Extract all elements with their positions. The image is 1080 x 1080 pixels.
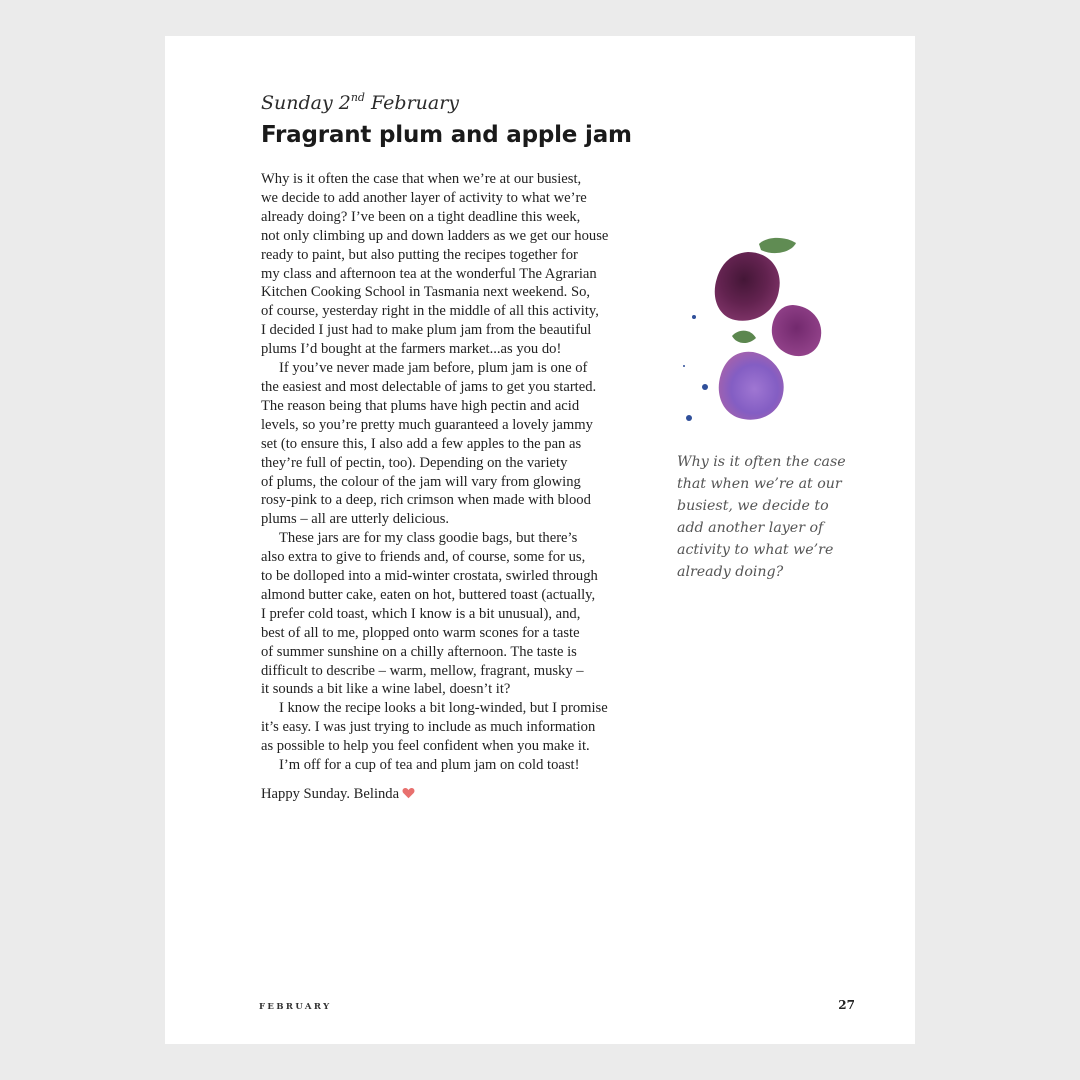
- body-line: I know the recipe looks a bit long-winded, but I promise: [279, 700, 608, 717]
- pull-quote-line: busiest, we decide to: [677, 498, 829, 514]
- pull-quote-line: activity to what we’re: [677, 542, 834, 558]
- date-month: February: [364, 92, 460, 114]
- body-line: it’s easy. I was just trying to include as much information: [261, 719, 596, 736]
- date-ordinal: nd: [350, 91, 365, 104]
- body-line: The reason being that plums have high pectin and acid: [261, 397, 580, 414]
- recipe-title: Fragrant plum and apple jam: [261, 122, 632, 148]
- pull-quote-line: add another layer of: [677, 520, 824, 536]
- body-line: the easiest and most delectable of jams to get you started.: [261, 378, 597, 395]
- date-day: Sunday 2: [261, 92, 351, 114]
- body-line: of plums, the colour of the jam will vary from glowing: [261, 473, 581, 490]
- pull-quote-line: that when we’re at our: [677, 476, 842, 492]
- body-line: best of all to me, plopped onto warm scones for a taste: [261, 624, 580, 641]
- body-line: already doing? I’ve been on a tight deadline this week,: [261, 208, 581, 225]
- date-heading: [261, 92, 459, 114]
- body-line: they’re full of pectin, too). Depending on the variety: [261, 454, 568, 471]
- body-line: as possible to help you feel confident when you make it.: [261, 738, 590, 755]
- body-line: plums I’d bought at the farmers market...as you do!: [261, 341, 562, 358]
- leaf-top: [759, 238, 796, 253]
- body-line: I’m off for a cup of tea and plum jam on cold toast!: [279, 757, 580, 774]
- plum-mid: [772, 305, 821, 356]
- body-line: we decide to add another layer of activity to what we’re: [261, 189, 587, 206]
- body-text: [261, 170, 661, 775]
- signoff: [261, 786, 415, 804]
- plum-dark: [715, 252, 780, 321]
- body-line: my class and afternoon tea at the wonderful The Agrarian: [261, 265, 597, 282]
- plum-light: [719, 352, 784, 420]
- body-line: If you’ve never made jam before, plum jam is one of: [279, 360, 588, 377]
- body-line: levels, so you’re pretty much guaranteed a lovely jammy: [261, 416, 593, 433]
- page-number: 27: [838, 998, 855, 1012]
- body-line: ready to paint, but also putting the recipes together for: [261, 246, 578, 263]
- body-line: plums – all are utterly delicious.: [261, 511, 450, 528]
- heart-icon: [402, 787, 415, 804]
- body-line: I decided I just had to make plum jam from the beautiful: [261, 322, 592, 339]
- pull-quote-line: Why is it often the case: [677, 454, 846, 470]
- paint-dot: [692, 315, 696, 319]
- body-line: Kitchen Cooking School in Tasmania next weekend. So,: [261, 284, 591, 301]
- body-line: to be dolloped into a mid-winter crostata, swirled through: [261, 568, 598, 585]
- book-page: [165, 36, 915, 1044]
- body-line: of summer sunshine on a chilly afternoon. The taste is: [261, 643, 577, 660]
- paint-dot: [683, 365, 685, 367]
- paint-dot: [686, 415, 692, 421]
- leaf-small: [732, 331, 756, 343]
- paint-dot: [702, 384, 708, 390]
- signoff-text: Happy Sunday. Belinda: [261, 786, 400, 802]
- body-line: set (to ensure this, I also add a few apples to the pan as: [261, 435, 582, 452]
- body-line: difficult to describe – warm, mellow, fragrant, musky –: [261, 662, 584, 679]
- body-line: of course, yesterday right in the middle of all this activity,: [261, 303, 599, 320]
- body-line: These jars are for my class goodie bags, but there’s: [279, 530, 578, 547]
- body-line: Why is it often the case that when we’re at our busiest,: [261, 171, 582, 187]
- body-line: rosy-pink to a deep, rich crimson when made with blood: [261, 492, 591, 509]
- body-line: also extra to give to friends and, of course, some for us,: [261, 549, 586, 566]
- plum-watercolour-illustration: [675, 232, 825, 432]
- body-line: almond butter cake, eaten on hot, buttered toast (actually,: [261, 586, 596, 603]
- running-footer-section: FEBRUARY: [259, 1002, 332, 1012]
- body-line: it sounds a bit like a wine label, doesn’t it?: [261, 681, 511, 698]
- body-line: I prefer cold toast, which I know is a bit unusual), and,: [261, 605, 581, 622]
- body-line: not only climbing up and down ladders as we get our house: [261, 227, 609, 244]
- pull-quote-line: already doing?: [677, 564, 784, 580]
- pull-quote: [677, 451, 852, 583]
